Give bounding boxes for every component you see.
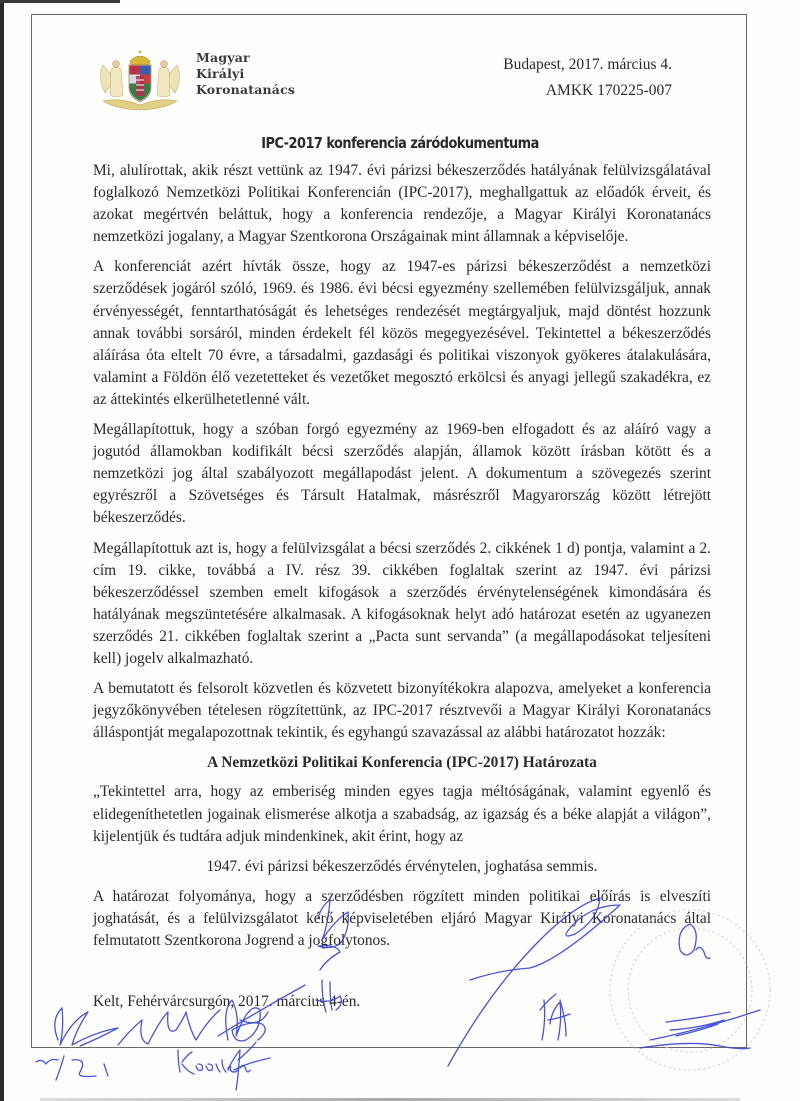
resolution-heading: A Nemzetközi Politikai Konferencia (IPC-2017) Határozata bbox=[207, 754, 597, 772]
paragraph-2: A konferenciát azért hívták össze, hogy az 1947-es párizsi békeszerződést a nemzetközi szerződések jogáról szóló, 1969. és 1986. évi bécsi egyezmény szellemében felülvizsgáljuk, annak érvényességét, fenntarthatóságát és lehetséges rendezését megtárgyaljuk, majd döntést hozzunk annak további sorsáról, minden érdekelt fél közös megegyezésével. Tekintettel a békeszerződés aláírása óta eltelt 70 évre, a társadalmi, gazdasági és politikai viszonyok gyökeres átalakulására, valamint a Földön élő vezetetteket és vezetőket megosztó erkölcsi és anyagi jellegű szakadékra, ez az áttekintés elkerülhetetlenné vált. bbox=[93, 258, 711, 408]
coat-of-arms-with-angels-icon bbox=[95, 47, 185, 112]
document-reference: AMKK 170225-007 bbox=[545, 82, 672, 99]
place-and-date: Kelt, Fehérvárcsurgón, 2017. március 4-én. bbox=[93, 993, 361, 1010]
organization-name-line3: Koronatanács bbox=[196, 82, 296, 97]
signature-koorlea bbox=[178, 1050, 250, 1074]
paragraph-4: Megállapítottuk azt is, hogy a felülvizsgálat a bécsi szerződés 2. cikkének 1 d) pontja, valamint a 2. cím 19. cikke, továbbá a IV. rész 39. cikkében foglaltak szerint az 1947. évi párizsi békeszerződéssel szemben emelt kifogások a szerződés érvénytelenségének kimondására és hatályának megszüntetésére alkalmasak. A kifogásoknak helyt adó határozat esetén az ugyanezen szerződés 21. cikkében foglaltak szerint a „Pacta sunt servanda” (a megállapodásokat teljesíteni kell) jogelv alkalmazható. bbox=[93, 539, 711, 667]
organization-name-line2: Királyi bbox=[196, 66, 245, 81]
document-date: Budapest, 2017. március 4. bbox=[503, 56, 672, 73]
scan-edge-left bbox=[0, 0, 4, 1101]
header-meta bbox=[503, 52, 672, 104]
paragraph-1: Mi, alulírottak, akik részt vettünk az 1947. évi párizsi békeszerződés hatályának felülvizsgálatával foglalkozó Nemzetközi Politikai Konferencián (IPC-2017), meghallgattuk az előadók érveit, és azokat megértvén beláttuk, hogy a konferencia rendezője, a Magyar Királyi Koronatanács nemzetközi jogalany, a Magyar Szentkorona Országainak mint államnak a képviselője. bbox=[93, 162, 711, 246]
resolution-decision: 1947. évi párizsi békeszerződés érvénytelen, joghatása semmis. bbox=[206, 857, 598, 875]
document-body bbox=[93, 160, 711, 960]
paragraph-5: A bemutatott és felsorolt közvetlen és közvetett bizonyítékokra alapozva, amelyeket a konferencia jegyzőkönyvében tételesen rögzítettünk, az IPC-2017 résztvevői a Magyar Királyi Koronatanács álláspontját megalapozottnak tekintik, és egyhangú szavazással az alábbi határozatot hozzák: bbox=[93, 680, 711, 742]
resolution-quote: „Tekintettel arra, hogy az emberiség minden egyes tagja méltóságának, valamint egyenlő és elidegeníthetetlen jogainak elismerése alkotja a szabadság, az igazság és a béke alapját a világon”, kijelentjük és tudtára adjuk mindenkinek, akit érint, hogy az bbox=[93, 783, 711, 845]
signature-3 bbox=[36, 1056, 108, 1080]
organization-name-line1: Magyar bbox=[196, 50, 250, 65]
organization-name bbox=[196, 50, 295, 98]
resolution-consequence: A határozat folyománya, hogy a szerződésben rögzített minden politikai előírás is elveszíti joghatását, és a felülvizsgálatot kérő képviseletében eljáró Magyar Királyi Koronatanács által felmutatott Szentkorona Jogrend a jogfolytonos. bbox=[93, 887, 711, 949]
scan-edge-top bbox=[0, 0, 120, 3]
signature-6 bbox=[228, 1042, 270, 1090]
document-title: IPC-2017 konferencia záródokumentuma bbox=[261, 134, 539, 152]
paragraph-3: Megállapítottuk, hogy a szóban forgó egyezmény az 1969-ben elfogadott és az aláíró vagy a jogutód államokban kodifikált bécsi szerződés alapján, államok között írásban kötött és a nemzetközi jog által szabályozott megállapodást jelent. A dokumentum a szövegezés szerint egyrészről a Szövetséges és Társult Hatalmak, másrészről Magyarország között létrejött békeszerződés. bbox=[93, 421, 711, 527]
